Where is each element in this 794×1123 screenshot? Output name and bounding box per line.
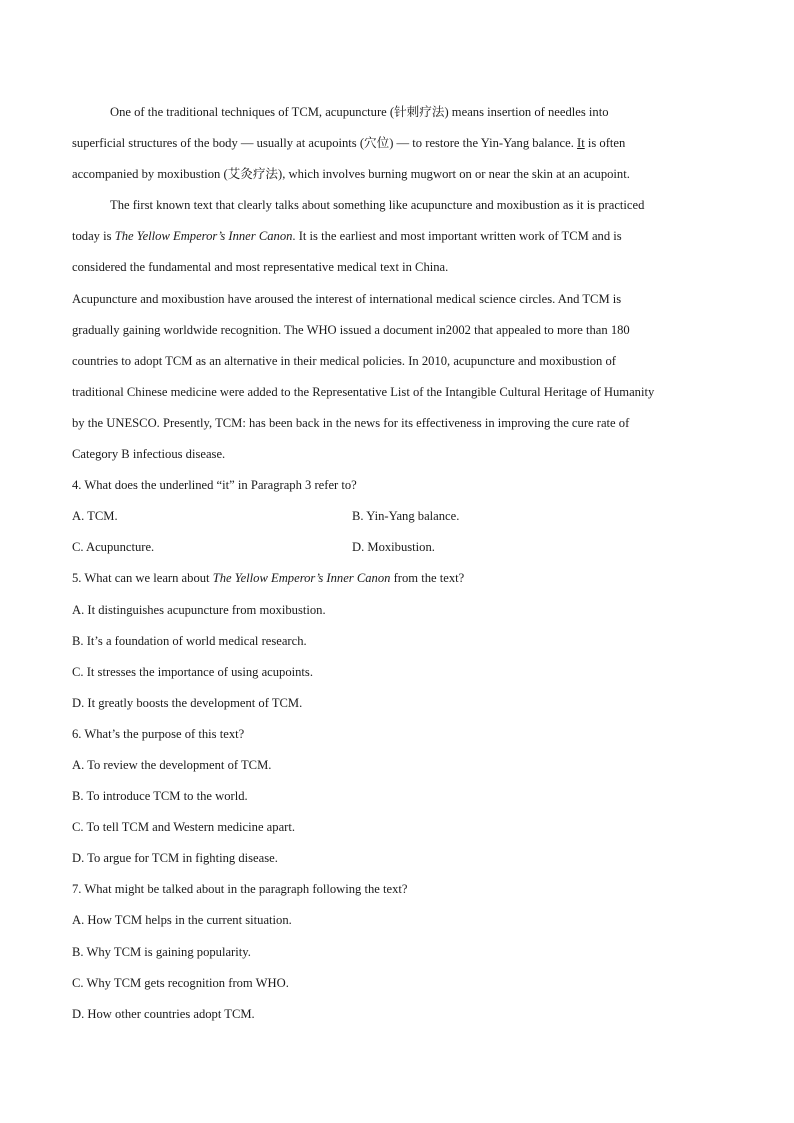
question-5-option-c: C. It stresses the importance of using acupoints. [72, 664, 313, 679]
question-4-stem: 4. What does the underlined “it” in Paragraph 3 refer to? [72, 478, 357, 493]
question-7-option-b: B. Why TCM is gaining popularity. [72, 944, 251, 959]
paragraph-3-line-1: Acupuncture and moxibustion have aroused the interest of international medical science circles. And TCM is [72, 291, 622, 306]
question-6 [72, 719, 724, 874]
paragraph-1-line-2-text: superficial structures of the body — usually at acupoints (穴位) — to restore the Yin-Yang balance. [72, 136, 578, 151]
paragraph-2-line-1: The first known text that clearly talks about something like acupuncture and moxibustion as it is practiced [110, 198, 645, 213]
question-4-option-d: D. Moxibustion. [352, 540, 435, 555]
question-5-stem-post: from the text? [390, 571, 465, 586]
paragraph-2-line-3: considered the fundamental and most representative medical text in China. [72, 260, 449, 275]
question-5-option-b: B. It’s a foundation of world medical research. [72, 633, 307, 648]
paragraph-3-line-6: Category B infectious disease. [72, 447, 226, 462]
question-7 [72, 874, 724, 1029]
question-6-option-a: A. To review the development of TCM. [72, 757, 272, 772]
paragraph-2-line-2-post: . It is the earliest and most important written work of TCM and is [292, 229, 622, 244]
paragraph-3-line-3: countries to adopt TCM as an alternative in their medical policies. In 2010, acupuncture and moxibustion of [72, 353, 616, 368]
question-5-option-d: D. It greatly boosts the development of TCM. [72, 695, 303, 710]
question-7-option-d: D. How other countries adopt TCM. [72, 1006, 255, 1021]
question-5 [72, 563, 724, 718]
question-5-stem [72, 563, 724, 594]
paragraph-3-line-2: gradually gaining worldwide recognition. The WHO issued a document in2002 that appealed to more than 180 [72, 322, 630, 337]
paragraph-3-line-4: traditional Chinese medicine were added to the Representative List of the Intangible Cultural Heritage of Humanity [72, 384, 655, 399]
paragraph-3-line-5: by the UNESCO. Presently, TCM: has been back in the news for its effectiveness in improving the cure rate of [72, 415, 630, 430]
question-6-option-c: C. To tell TCM and Western medicine apart. [72, 820, 295, 835]
paragraph-2-line-2 [72, 221, 724, 252]
paragraph-1-line-2-tail: is often [584, 136, 626, 151]
question-5-option-a: A. It distinguishes acupuncture from moxibustion. [72, 602, 326, 617]
question-4-options-row-1 [72, 501, 724, 532]
question-4-option-b: B. Yin-Yang balance. [352, 509, 460, 524]
paragraph-3 [72, 284, 724, 471]
question-4-options-row-2 [72, 532, 724, 563]
document-content [72, 97, 724, 1030]
question-7-option-c: C. Why TCM gets recognition from WHO. [72, 975, 289, 990]
question-4-option-c: C. Acupuncture. [72, 540, 155, 555]
question-6-stem: 6. What’s the purpose of this text? [72, 726, 245, 741]
question-4-option-a: A. TCM. [72, 509, 118, 524]
underlined-it: It [577, 136, 585, 151]
question-4 [72, 470, 724, 563]
paragraph-2 [72, 190, 724, 283]
question-5-book-title: The Yellow Emperor’s Inner Canon [212, 571, 391, 586]
paragraph-1 [72, 97, 724, 190]
paragraph-1-line-3: accompanied by moxibustion (艾灸疗法), which involves burning mugwort on or near the skin at an acupoint. [72, 167, 630, 182]
question-7-stem: 7. What might be talked about in the paragraph following the text? [72, 882, 408, 897]
paragraph-2-line-2-pre: today is [72, 229, 115, 244]
question-7-option-a: A. How TCM helps in the current situation. [72, 913, 292, 928]
question-5-stem-pre: 5. What can we learn about [72, 571, 213, 586]
question-6-option-d: D. To argue for TCM in fighting disease. [72, 851, 278, 866]
question-6-option-b: B. To introduce TCM to the world. [72, 789, 248, 804]
book-title: The Yellow Emperor’s Inner Canon [114, 229, 293, 244]
paragraph-1-line-1: One of the traditional techniques of TCM, acupuncture (针刺疗法) means insertion of needles into [110, 105, 609, 119]
paragraph-1-line-2 [72, 128, 724, 159]
